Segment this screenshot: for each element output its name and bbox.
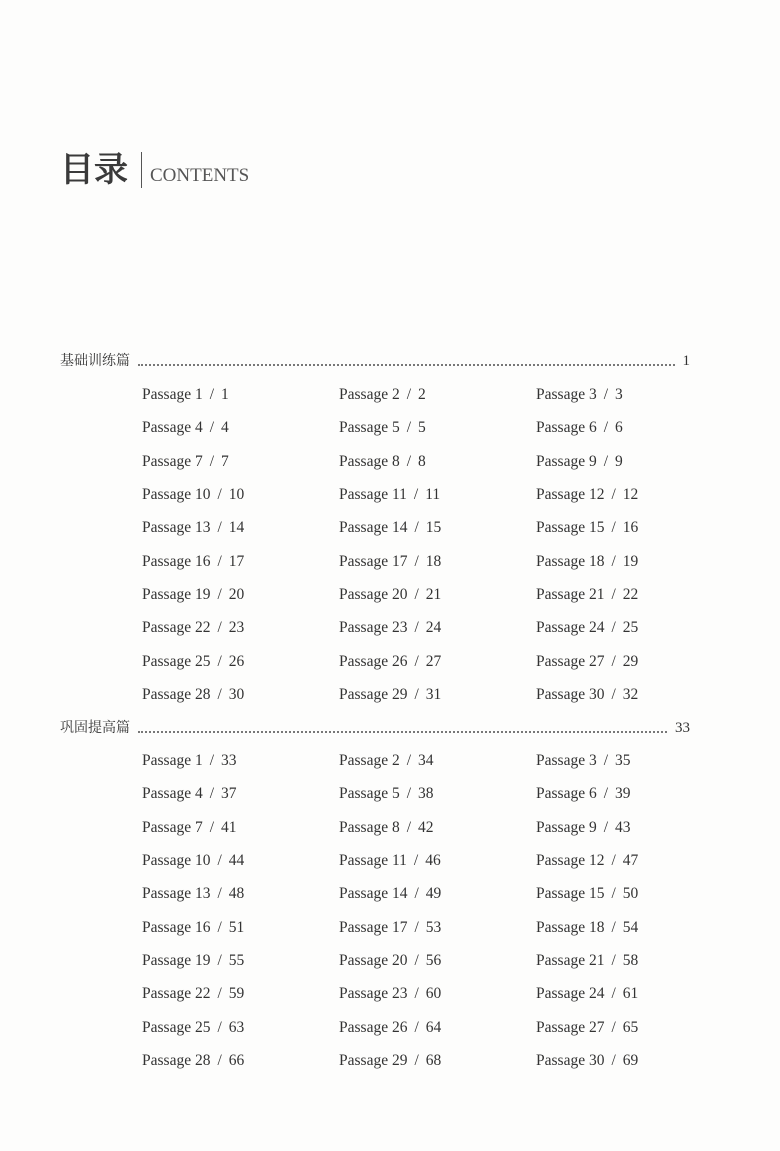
entry-title: Passage 27 [536, 1018, 605, 1036]
entry-page-number: 42 [418, 818, 434, 836]
slash-separator: / [611, 885, 616, 903]
entry-title: Passage 10 [142, 852, 211, 870]
entry-page-number: 63 [228, 1018, 245, 1036]
toc-entry[interactable] [536, 451, 682, 484]
entry-title: Passage 2 [339, 752, 400, 769]
slash-separator: / [217, 686, 222, 704]
entry-title: Passage 25 [142, 1018, 211, 1036]
section-label: 基础训练篇 [60, 353, 130, 369]
entry-page-number: 65 [622, 1018, 639, 1036]
toc-entry[interactable] [536, 950, 682, 983]
toc-entry[interactable] [339, 1050, 536, 1083]
entry-title: Passage 9 [536, 452, 597, 470]
entry-page-number: 37 [221, 785, 237, 803]
entry-title: Passage 8 [339, 452, 400, 470]
entry-title: Passage 13 [142, 519, 211, 537]
entry-title: Passage 10 [142, 486, 211, 504]
slash-separator: / [217, 852, 222, 870]
slash-separator: / [413, 852, 419, 870]
entry-page-number: 2 [418, 386, 426, 403]
entry-page-number: 69 [622, 1052, 639, 1070]
entry-title: Passage 24 [536, 985, 605, 1003]
dot-leader [138, 364, 675, 366]
entry-page-number: 53 [425, 918, 442, 936]
entry-title: Passage 4 [142, 785, 203, 803]
entry-page-number: 48 [228, 885, 245, 903]
entry-page-number: 16 [622, 519, 639, 537]
toc-entry[interactable] [142, 950, 339, 983]
toc-entry[interactable] [536, 883, 682, 916]
toc-entry[interactable] [142, 417, 339, 450]
toc-entry[interactable] [142, 584, 339, 617]
toc-entry[interactable] [339, 451, 536, 484]
toc-entry[interactable] [339, 517, 536, 550]
entry-page-number: 10 [228, 486, 245, 504]
entry-title: Passage 25 [142, 652, 211, 670]
toc-entry[interactable] [536, 917, 682, 950]
slash-separator: / [414, 686, 419, 704]
entry-title: Passage 29 [339, 1052, 408, 1070]
entry-title: Passage 2 [339, 386, 400, 403]
toc-entry[interactable] [142, 783, 339, 816]
slash-separator: / [414, 885, 419, 903]
entry-title: Passage 23 [339, 985, 408, 1003]
entry-title: Passage 15 [536, 519, 605, 537]
slash-separator: / [414, 519, 419, 537]
entry-page-number: 41 [221, 818, 237, 836]
toc-entry[interactable] [536, 783, 682, 816]
entry-page-number: 31 [425, 686, 442, 704]
slash-separator: / [414, 1018, 419, 1036]
entry-page-number: 68 [425, 1052, 442, 1070]
slash-separator: / [611, 952, 616, 970]
slash-separator: / [209, 452, 215, 470]
slash-separator: / [603, 752, 609, 769]
slash-separator: / [414, 652, 419, 670]
entry-page-number: 9 [615, 452, 623, 470]
entry-page-number: 44 [228, 852, 245, 870]
entry-page-number: 5 [418, 419, 426, 437]
entry-title: Passage 22 [142, 985, 211, 1003]
toc-entry[interactable] [142, 617, 339, 650]
slash-separator: / [611, 686, 616, 704]
toc-entry[interactable] [536, 817, 682, 850]
entry-title: Passage 4 [142, 419, 203, 437]
entry-title: Passage 14 [339, 885, 408, 903]
toc-entry[interactable] [142, 817, 339, 850]
section-heading-basic[interactable] [60, 350, 690, 372]
entry-page-number: 22 [622, 586, 639, 604]
toc-entry[interactable] [536, 651, 682, 684]
toc-entry[interactable] [142, 517, 339, 550]
entry-title: Passage 1 [142, 386, 203, 403]
entry-page-number: 24 [425, 619, 442, 637]
entry-title: Passage 11 [339, 486, 407, 504]
toc-entry[interactable] [142, 750, 339, 783]
entry-title: Passage 24 [536, 619, 605, 637]
entry-page-number: 33 [221, 752, 237, 769]
slash-separator: / [217, 1052, 222, 1070]
entry-page-number: 32 [622, 686, 639, 704]
entry-title: Passage 16 [142, 918, 211, 936]
entry-page-number: 51 [228, 918, 245, 936]
slash-separator: / [414, 985, 419, 1003]
toc-entry[interactable] [536, 384, 682, 417]
slash-separator: / [611, 486, 616, 504]
slash-separator: / [406, 785, 412, 803]
entry-title: Passage 20 [339, 586, 408, 604]
entry-page-number: 14 [228, 519, 245, 537]
toc-entry[interactable] [339, 651, 536, 684]
entry-title: Passage 11 [339, 852, 407, 870]
slash-separator: / [406, 752, 412, 769]
entry-page-number: 54 [622, 918, 639, 936]
toc-entry[interactable] [339, 417, 536, 450]
slash-separator: / [217, 619, 222, 637]
entry-title: Passage 26 [339, 652, 408, 670]
slash-separator: / [414, 1052, 419, 1070]
entry-page-number: 34 [418, 752, 434, 769]
entry-title: Passage 9 [536, 818, 597, 836]
toc-entry[interactable] [536, 584, 682, 617]
slash-separator: / [603, 386, 609, 403]
entry-title: Passage 30 [536, 1052, 605, 1070]
title-english: CONTENTS [150, 165, 250, 186]
entry-page-number: 11 [425, 486, 441, 504]
toc-entry[interactable] [339, 1017, 536, 1050]
entry-page-number: 61 [622, 985, 639, 1003]
entry-title: Passage 30 [536, 686, 605, 704]
entry-title: Passage 26 [339, 1018, 408, 1036]
entry-title: Passage 12 [536, 486, 605, 504]
entry-page-number: 20 [228, 586, 245, 604]
entry-page-number: 39 [615, 785, 631, 803]
toc-entry[interactable] [339, 617, 536, 650]
entry-title: Passage 15 [536, 885, 605, 903]
slash-separator: / [217, 985, 222, 1003]
entry-page-number: 56 [425, 952, 442, 970]
slash-separator: / [209, 752, 215, 769]
entry-title: Passage 18 [536, 552, 605, 570]
toc-entry[interactable] [142, 917, 339, 950]
entry-title: Passage 19 [142, 586, 211, 604]
entry-page-number: 4 [221, 419, 229, 437]
section-heading-advanced[interactable] [60, 717, 690, 739]
slash-separator: / [217, 885, 222, 903]
toc-entry[interactable] [142, 883, 339, 916]
entry-title: Passage 20 [339, 952, 408, 970]
toc-entry[interactable] [339, 883, 536, 916]
toc-entry[interactable] [339, 983, 536, 1016]
entry-page-number: 35 [615, 752, 631, 769]
slash-separator: / [414, 918, 419, 936]
slash-separator: / [217, 1018, 222, 1036]
entry-page-number: 21 [425, 586, 442, 604]
toc-entry[interactable] [536, 551, 682, 584]
slash-separator: / [217, 918, 222, 936]
entry-title: Passage 21 [536, 586, 605, 604]
toc-entry[interactable] [142, 850, 339, 883]
toc-entry[interactable] [142, 384, 339, 417]
slash-separator: / [209, 818, 215, 836]
toc-entry[interactable] [536, 617, 682, 650]
entry-title: Passage 6 [536, 419, 597, 437]
slash-separator: / [611, 1052, 616, 1070]
slash-separator: / [406, 386, 412, 403]
slash-separator: / [414, 552, 419, 570]
toc-entry[interactable] [142, 983, 339, 1016]
entry-title: Passage 8 [339, 818, 400, 836]
entry-title: Passage 3 [536, 752, 597, 769]
toc-entry[interactable] [536, 1017, 682, 1050]
entry-title: Passage 14 [339, 519, 408, 537]
entry-title: Passage 5 [339, 419, 400, 437]
toc-entry[interactable] [339, 850, 536, 883]
entry-title: Passage 12 [536, 852, 605, 870]
toc-entry[interactable] [339, 584, 536, 617]
entry-page-number: 25 [622, 619, 639, 637]
passage-list-advanced [142, 750, 682, 1083]
entry-page-number: 30 [228, 686, 245, 704]
title-chinese: 目录 [60, 150, 128, 190]
entry-page-number: 8 [418, 452, 426, 470]
title-divider [141, 152, 142, 188]
toc-entry[interactable] [536, 1050, 682, 1083]
entry-title: Passage 19 [142, 952, 211, 970]
slash-separator: / [209, 386, 215, 403]
toc-entry[interactable] [339, 484, 536, 517]
slash-separator: / [414, 619, 419, 637]
entry-page-number: 58 [622, 952, 639, 970]
toc-entry[interactable] [142, 484, 339, 517]
slash-separator: / [611, 1018, 616, 1036]
entry-page-number: 6 [615, 419, 623, 437]
slash-separator: / [603, 419, 609, 437]
entry-page-number: 23 [228, 619, 245, 637]
entry-page-number: 1 [221, 386, 229, 403]
entry-page-number: 17 [228, 552, 245, 570]
entry-page-number: 43 [615, 818, 631, 836]
entry-title: Passage 6 [536, 785, 597, 803]
entry-title: Passage 29 [339, 686, 408, 704]
slash-separator: / [413, 486, 419, 504]
toc-entry[interactable] [339, 950, 536, 983]
entry-page-number: 7 [221, 452, 229, 470]
entry-page-number: 46 [425, 852, 441, 870]
entry-page-number: 59 [228, 985, 245, 1003]
section-label: 巩固提高篇 [60, 720, 130, 736]
entry-title: Passage 7 [142, 818, 203, 836]
entry-page-number: 55 [228, 952, 245, 970]
toc-entry[interactable] [536, 484, 682, 517]
toc-entry[interactable] [339, 917, 536, 950]
toc-entry[interactable] [339, 817, 536, 850]
entry-page-number: 49 [425, 885, 442, 903]
slash-separator: / [611, 985, 616, 1003]
entry-title: Passage 13 [142, 885, 211, 903]
slash-separator: / [611, 652, 616, 670]
entry-title: Passage 3 [536, 386, 597, 403]
slash-separator: / [217, 519, 222, 537]
entry-page-number: 66 [228, 1052, 245, 1070]
entry-page-number: 12 [622, 486, 639, 504]
entry-title: Passage 28 [142, 686, 211, 704]
slash-separator: / [611, 918, 616, 936]
entry-page-number: 47 [622, 852, 639, 870]
toc-entry[interactable] [536, 750, 682, 783]
slash-separator: / [414, 952, 419, 970]
toc-entry[interactable] [536, 850, 682, 883]
entry-title: Passage 1 [142, 752, 203, 769]
entry-title: Passage 23 [339, 619, 408, 637]
toc-entry[interactable] [536, 684, 682, 717]
slash-separator: / [209, 785, 215, 803]
slash-separator: / [611, 852, 616, 870]
entry-title: Passage 17 [339, 552, 408, 570]
entry-title: Passage 16 [142, 552, 211, 570]
slash-separator: / [406, 419, 412, 437]
passage-list-basic [142, 384, 682, 717]
entry-page-number: 64 [425, 1018, 442, 1036]
slash-separator: / [611, 519, 616, 537]
toc-entry[interactable] [536, 517, 682, 550]
section-page-number: 33 [675, 720, 690, 736]
entry-title: Passage 18 [536, 918, 605, 936]
toc-entry[interactable] [339, 684, 536, 717]
slash-separator: / [603, 452, 609, 470]
slash-separator: / [611, 619, 616, 637]
slash-separator: / [209, 419, 215, 437]
toc-entry[interactable] [536, 417, 682, 450]
toc-entry[interactable] [142, 1050, 339, 1083]
section-page-number: 1 [682, 353, 690, 369]
entry-page-number: 19 [622, 552, 639, 570]
entry-title: Passage 27 [536, 652, 605, 670]
entry-title: Passage 28 [142, 1052, 211, 1070]
toc-entry[interactable] [339, 384, 536, 417]
toc-entry[interactable] [339, 551, 536, 584]
entry-page-number: 29 [622, 652, 639, 670]
entry-page-number: 26 [228, 652, 245, 670]
entry-title: Passage 7 [142, 452, 203, 470]
entry-title: Passage 5 [339, 785, 400, 803]
slash-separator: / [217, 652, 222, 670]
slash-separator: / [217, 952, 222, 970]
slash-separator: / [217, 552, 222, 570]
entry-title: Passage 21 [536, 952, 605, 970]
entry-page-number: 27 [425, 652, 442, 670]
entry-page-number: 38 [418, 785, 434, 803]
slash-separator: / [603, 818, 609, 836]
slash-separator: / [611, 552, 616, 570]
slash-separator: / [217, 586, 222, 604]
toc-entry[interactable] [339, 750, 536, 783]
entry-page-number: 18 [425, 552, 442, 570]
slash-separator: / [406, 452, 412, 470]
entry-title: Passage 17 [339, 918, 408, 936]
entry-page-number: 60 [425, 985, 442, 1003]
entry-page-number: 50 [622, 885, 639, 903]
slash-separator: / [217, 486, 222, 504]
dot-leader [138, 731, 667, 733]
toc-entry[interactable] [142, 651, 339, 684]
entry-page-number: 15 [425, 519, 442, 537]
toc-entry[interactable] [142, 684, 339, 717]
toc-entry[interactable] [142, 551, 339, 584]
toc-entry[interactable] [142, 451, 339, 484]
entry-title: Passage 22 [142, 619, 211, 637]
toc-entry[interactable] [536, 983, 682, 1016]
toc-entry[interactable] [142, 1017, 339, 1050]
entry-page-number: 3 [615, 386, 623, 403]
slash-separator: / [611, 586, 616, 604]
toc-entry[interactable] [339, 783, 536, 816]
slash-separator: / [414, 586, 419, 604]
slash-separator: / [603, 785, 609, 803]
slash-separator: / [406, 818, 412, 836]
